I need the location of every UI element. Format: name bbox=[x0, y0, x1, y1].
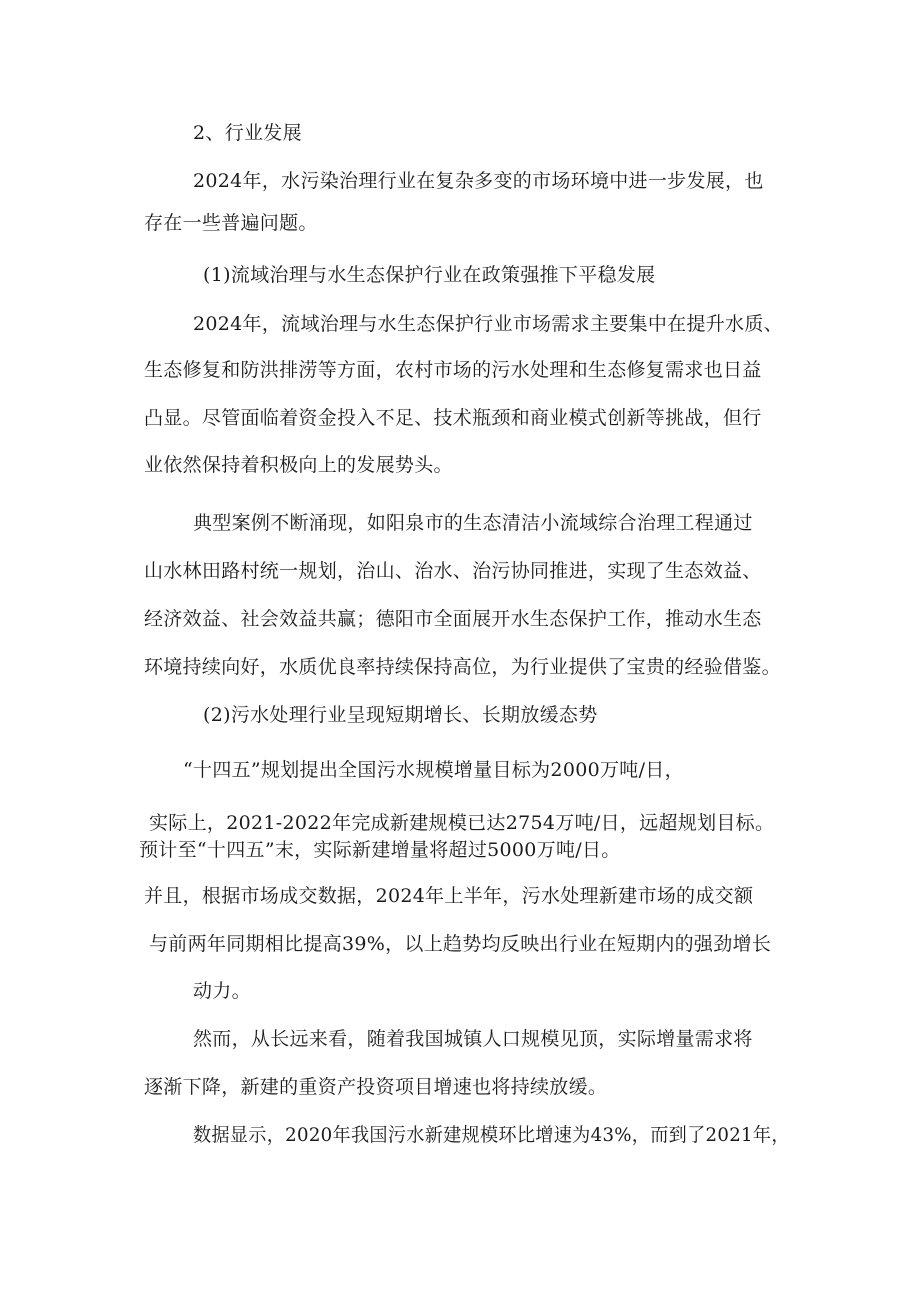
subheading-2: (2)污水处理行业呈现短期增长、长期放缓态势 bbox=[203, 704, 598, 726]
para1-line-3: 凸显。尽管面临着资金投入不足、技术瓶颈和商业模式创新等挑战，但行 bbox=[144, 407, 762, 429]
section-heading: 2、行业发展 bbox=[193, 122, 302, 144]
para6-line-1: 数据显示，2020年我国污水新建规模环比增速为43%，而到了2021年， bbox=[193, 1124, 790, 1146]
para2-line-3: 经济效益、社会效益共赢；德阳市全面展开水生态保护工作，推动水生态 bbox=[144, 608, 762, 630]
para4-line-2: 与前两年同期相比提高39%，以上趋势均反映出行业在短期内的强劲增长 bbox=[149, 933, 772, 955]
intro-line-2: 存在一些普遍问题。 bbox=[144, 212, 318, 234]
subheading-1: (1)流域治理与水生态保护行业在政策强推下平稳发展 bbox=[203, 264, 656, 286]
intro-line-1: 2024年，水污染治理行业在复杂多变的市场环境中进一步发展，也 bbox=[193, 170, 764, 192]
para1-line-2: 生态修复和防洪排涝等方面，农村市场的污水处理和生态修复需求也日益 bbox=[144, 359, 762, 381]
para1-line-4: 业依然保持着积极向上的发展势头。 bbox=[144, 454, 453, 476]
para1-line-1: 2024年，流域治理与水生态保护行业市场需求主要集中在提升水质、 bbox=[193, 313, 783, 335]
para4-line-3: 动力。 bbox=[193, 980, 251, 1002]
para3-line-2: 实际上，2021-2022年完成新建规模已达2754万吨/日，远超规划目标。 bbox=[149, 812, 775, 834]
para3-line-3: 预计至“十四五”末，实际新建增量将超过5000万吨/日。 bbox=[139, 839, 621, 861]
para5-line-1: 然而，从长远来看，随着我国城镇人口规模见顶，实际增量需求将 bbox=[193, 1028, 753, 1050]
para2-line-4: 环境持续向好，水质优良率持续保持高位，为行业提供了宝贵的经验借鉴。 bbox=[144, 656, 781, 678]
para4-line-1: 并且，根据市场成交数据，2024年上半年，污水处理新建市场的成交额 bbox=[144, 885, 754, 907]
para2-line-2: 山水林田路村统一规划，治山、治水、治污协同推进，实现了生态效益、 bbox=[144, 560, 762, 582]
para5-line-2: 逐渐下降，新建的重资产投资项目增速也将持续放缓。 bbox=[144, 1076, 608, 1098]
para3-line-1: “十四五”规划提出全国污水规模增量目标为2000万吨/日， bbox=[183, 759, 684, 781]
para2-line-1: 典型案例不断涌现，如阳泉市的生态清洁小流域综合治理工程通过 bbox=[193, 512, 753, 534]
